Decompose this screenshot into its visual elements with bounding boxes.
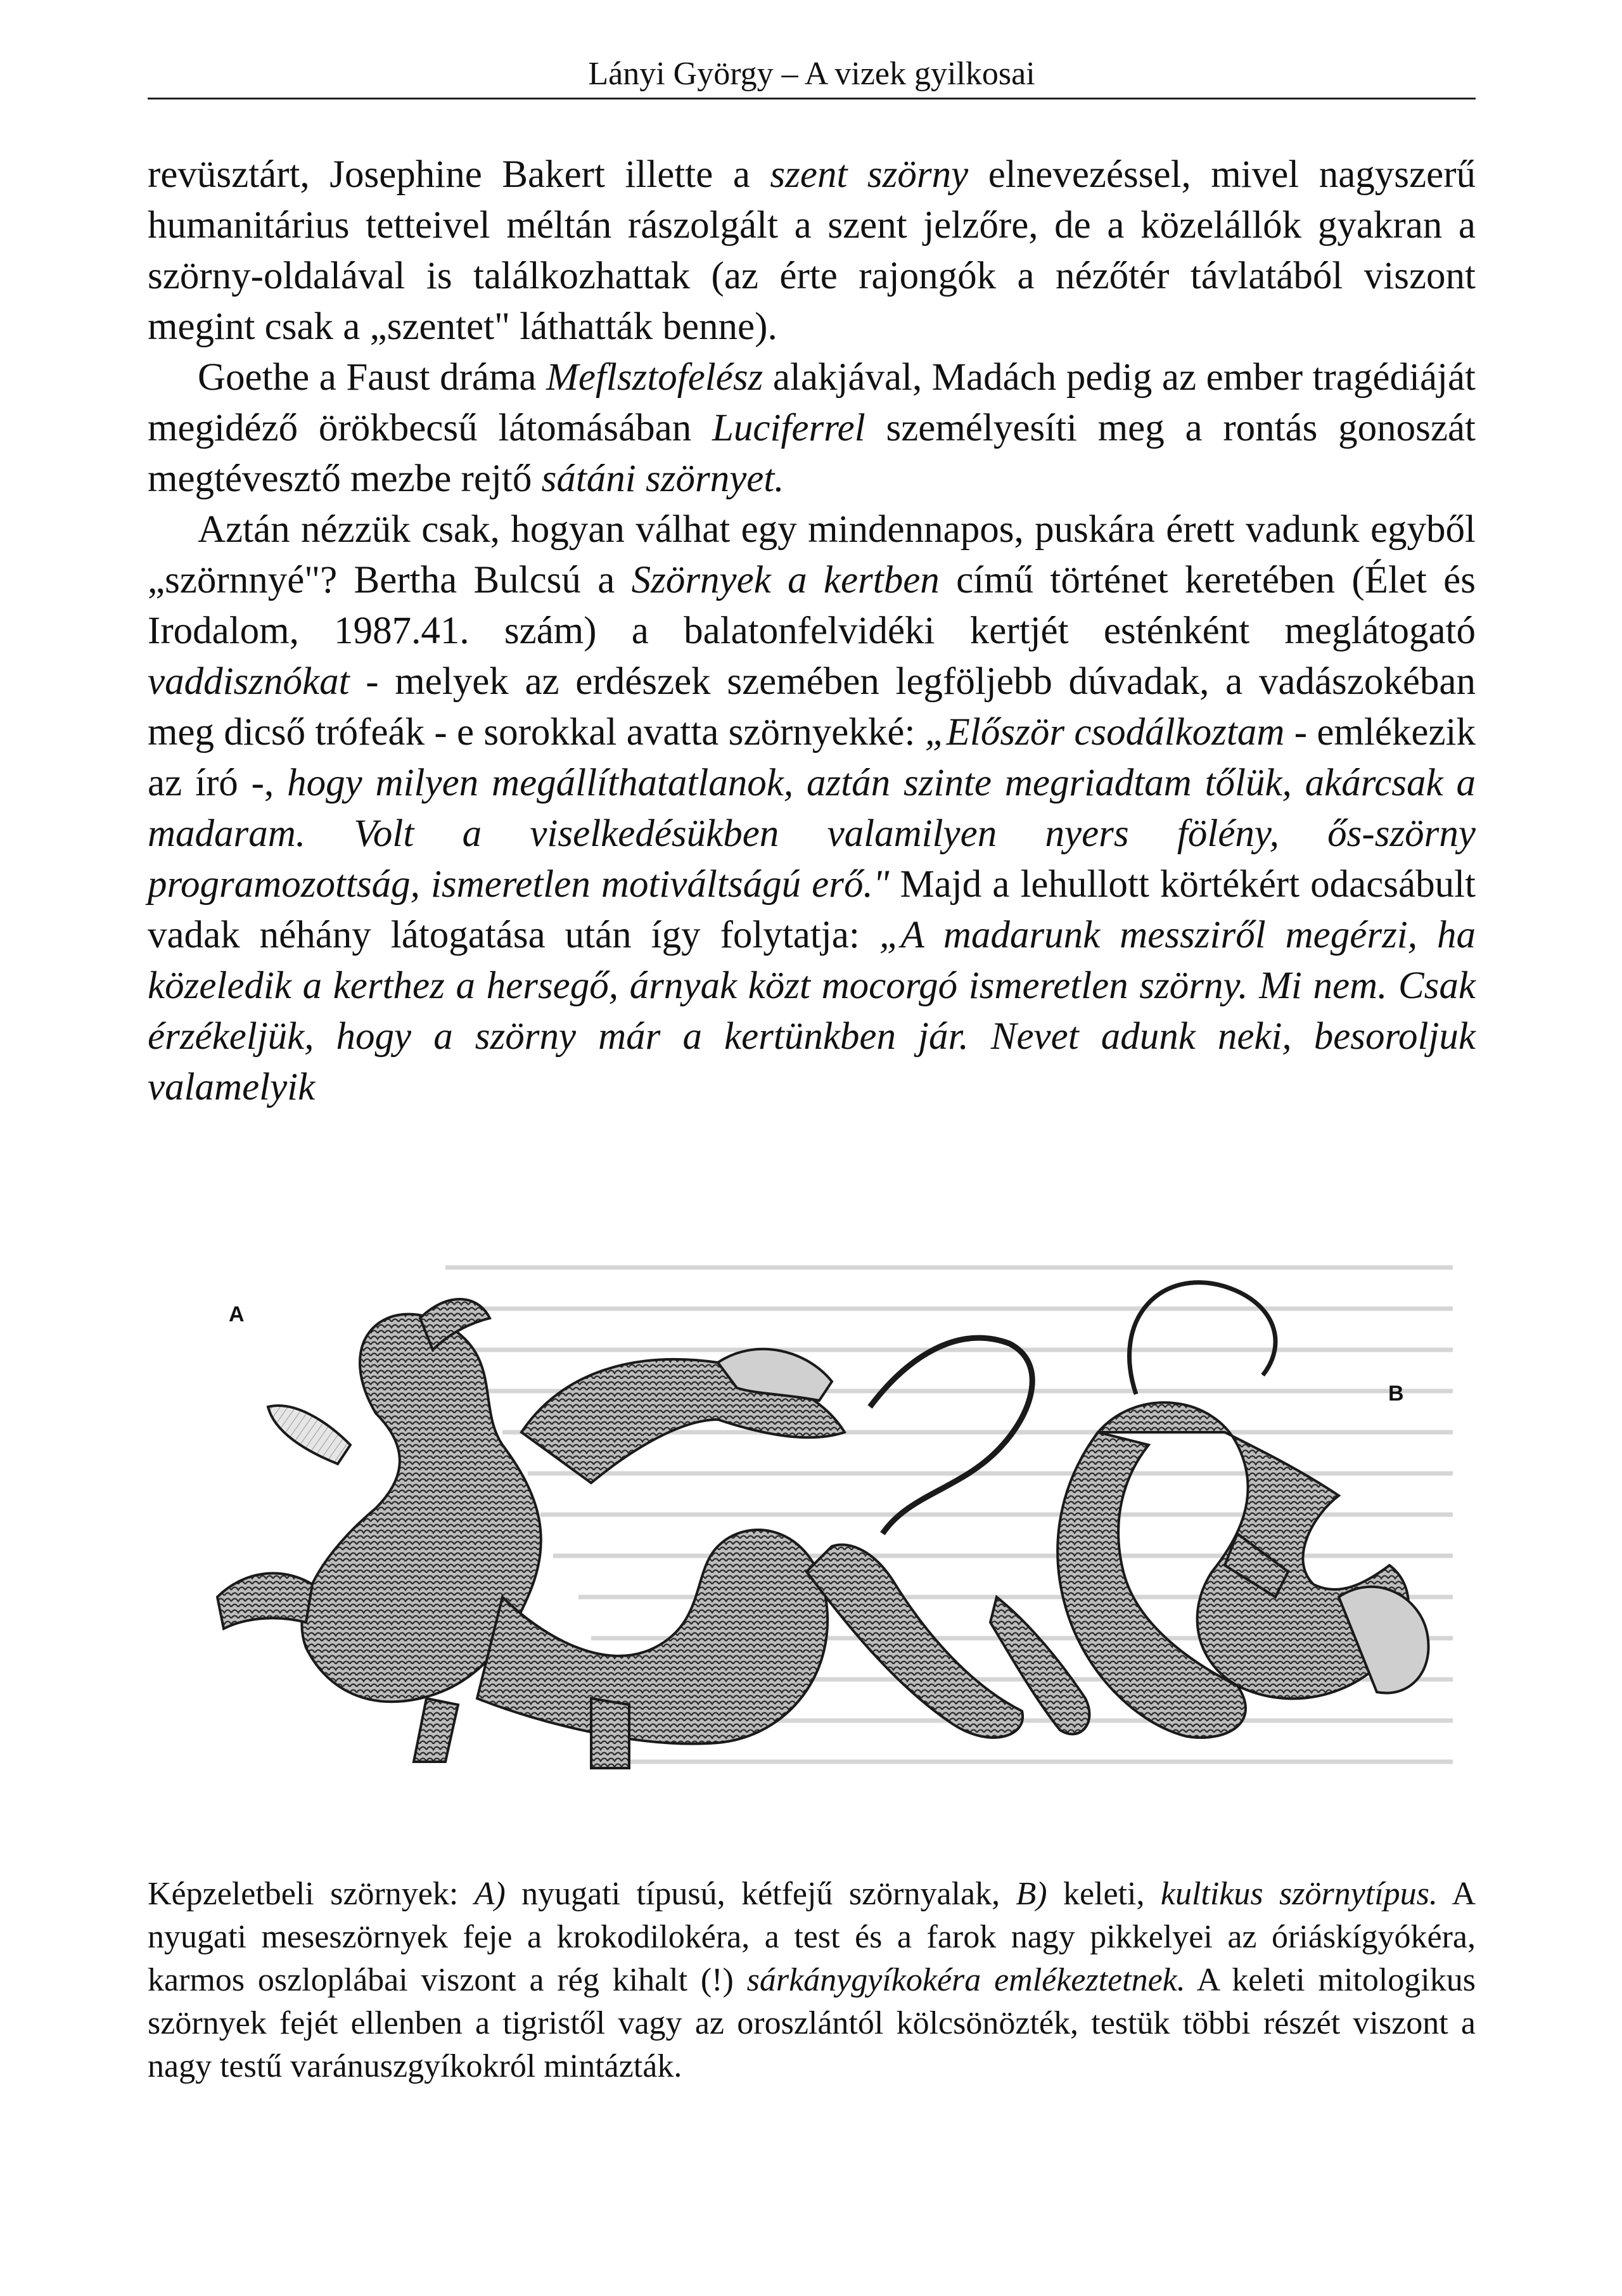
italic-text: B) bbox=[1016, 1876, 1047, 1912]
italic-text: kultikus szörnytípus. bbox=[1160, 1876, 1438, 1912]
italic-text: Meflsztofelész bbox=[546, 356, 763, 399]
caption-text bbox=[148, 1873, 1476, 2088]
body-text bbox=[148, 150, 1476, 1113]
text-run: Goethe a Faust dráma bbox=[198, 356, 547, 399]
running-header: Lányi György – A vizek gyilkosai bbox=[588, 56, 1035, 92]
italic-text: Luciferrel bbox=[712, 407, 865, 449]
label-a: A bbox=[229, 1302, 245, 1326]
paragraph-1 bbox=[148, 150, 1476, 352]
text-run: nyugati típusú, kétfejű szörnyalak, bbox=[505, 1876, 1016, 1912]
paragraph-2 bbox=[148, 352, 1476, 504]
text-run: Képzeletbeli szörnyek: bbox=[148, 1876, 475, 1912]
italic-text: szent szörny bbox=[770, 153, 969, 196]
label-b: B bbox=[1388, 1382, 1404, 1406]
text-run: keleti, bbox=[1047, 1876, 1161, 1912]
text-run: elnevezéssel, mivel nagyszerű humanitárius tetteivel méltán rászolgált a szent jelzőre, de a közelállók gyakran a szörny-oldalával is találkozhattak (az érte rajongók a nézőtér távlatából viszont megint csak a „szentet" láthatták benne). bbox=[148, 153, 1476, 348]
italic-text: sátáni szörnyet. bbox=[541, 458, 784, 500]
italic-text: vaddisznókat bbox=[148, 660, 350, 703]
dragon-a bbox=[217, 1299, 1032, 1768]
italic-text: hogy milyen megállíthatatlanok, aztán szinte megriadtam tőlük, akárcsak a madaram. Volt a viselkedésükben valamilyen nyers fölény, ős-szörny programozottság, ismeretlen motiváltságú erő." bbox=[148, 762, 1476, 906]
text-run: című történet keretében (Élet és Irodalom, 1987.41. szám) a balatonfelvidéki kertjét esténként meglátogató bbox=[148, 559, 1476, 652]
paragraph-3 bbox=[148, 504, 1476, 1113]
text-run: - melyek az erdészek szemében legföljebb dúvadak, a vadászokéban meg dicső trófeák - e sorokkal avatta szörnyekké: bbox=[148, 660, 1476, 754]
text-run: A nyugati meseszörnyek feje a krokodilokéra, a test és a farok nagy pikkelyei az óriáskígyókéra, karmos oszloplábai viszont a rég kihalt (!) bbox=[148, 1876, 1476, 1998]
text-run: személyesíti meg a rontás gonoszát megtévesztő mezbe rejtő bbox=[148, 407, 1476, 500]
italic-text: „Először csodálkoztam bbox=[924, 711, 1285, 754]
text-run: revüsztárt, Josephine Bakert illette a bbox=[148, 153, 770, 196]
text-run: Majd a lehullott körtékért odacsábult vadak néhány látogatása után így folytatja: bbox=[148, 863, 1476, 956]
text-run: - emlékezik az író -, bbox=[148, 711, 1476, 804]
italic-text: A) bbox=[474, 1876, 506, 1912]
italic-text: sárkánygyíkokéra emlékeztetnek. bbox=[746, 1962, 1185, 1998]
text-run: Aztán nézzük csak, hogyan válhat egy mindennapos, puskára érett vadunk egyből „szörnnyé"? Bertha Bulcsú a bbox=[148, 508, 1476, 601]
italic-text: „A madarunk messziről megérzi, ha közeledik a kerthez a hersegő, árnyak közt mocorgó ismeretlen szörny. Mi nem. Csak érzékeljük, hogy a szörny már a kertünkben jár. Nevet adunk neki, besoroljuk valamelyik bbox=[148, 914, 1476, 1108]
header-rule bbox=[148, 98, 1476, 99]
text-run: A keleti mitologikus szörnyek fejét ellenben a tigristől vagy az oroszlántól kölcsönözték, testük többi részét viszont a nagy testű varánuszgyíkokról mintázták. bbox=[148, 1962, 1476, 2084]
text-run: alakjával, Madách pedig az ember tragédiáját megidéző örökbecsű látomásában bbox=[148, 356, 1476, 449]
figure-caption bbox=[148, 1873, 1476, 2088]
italic-text: Szörnyek a kertben bbox=[631, 559, 940, 601]
dragon-illustration bbox=[148, 1242, 1476, 1844]
